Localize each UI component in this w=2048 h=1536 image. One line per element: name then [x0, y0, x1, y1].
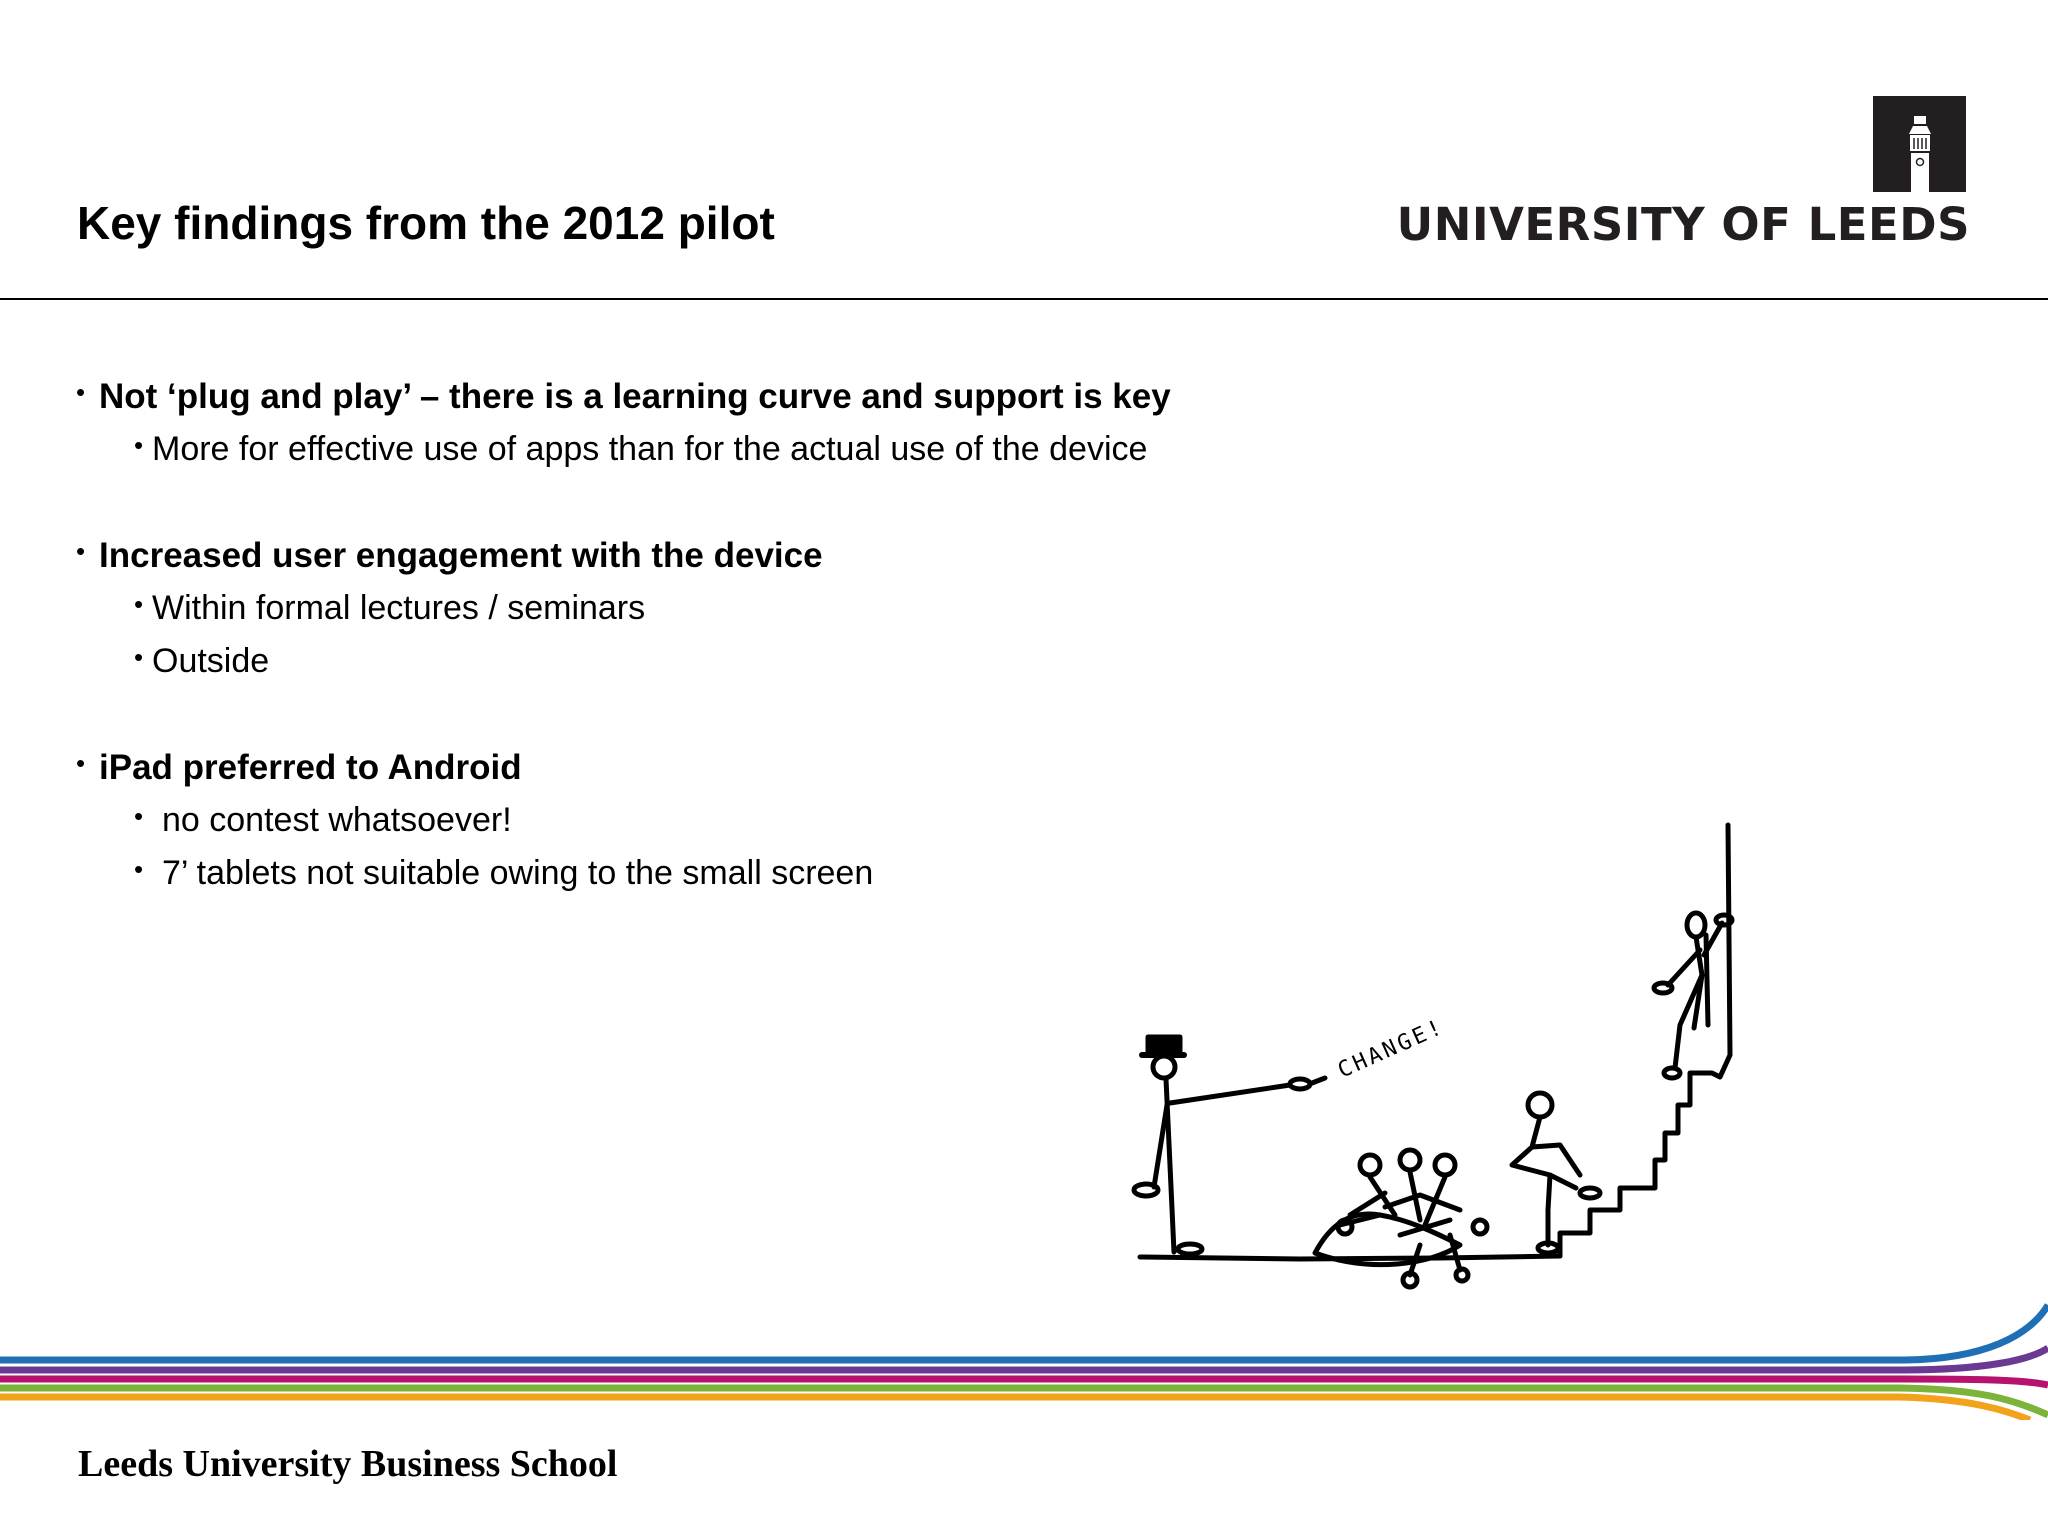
bullet-dot: • — [76, 536, 86, 566]
bullet-1-text: Not ‘plug and play’ – there is a learning curve and support is key — [99, 377, 1171, 416]
bullet-dot: • — [76, 377, 86, 407]
color-stripes — [0, 1300, 2048, 1420]
title-divider — [0, 298, 2048, 300]
bullet-1-sub-1 — [76, 423, 1316, 476]
bullet-2-text: Increased user engagement with the device — [99, 536, 823, 575]
bullet-dot: • — [134, 430, 144, 460]
bullet-1-sub-1-text: More for effective use of apps than for the actual use of the device — [152, 430, 1148, 468]
slide-title: Key findings from the 2012 pilot — [77, 197, 775, 249]
bullet-3-sub-2-text: 7’ tablets not suitable owing to the small screen — [162, 854, 874, 892]
bullet-dot: • — [134, 589, 144, 619]
bullet-2-sub-2-text: Outside — [152, 642, 270, 680]
bullet-1 — [76, 370, 1316, 423]
bullet-2-sub-1 — [76, 582, 1316, 635]
bullet-3-text: iPad preferred to Android — [99, 748, 522, 787]
bullet-dot: • — [134, 854, 144, 884]
university-logo — [1396, 96, 1970, 256]
change-speech-text: CHANGE! — [1334, 1014, 1449, 1084]
bullet-3-sub-1-text: no contest whatsoever! — [162, 801, 512, 839]
change-illustration — [1120, 815, 1780, 1305]
parkinson-tower-icon — [1873, 96, 1966, 192]
bullet-dot: • — [134, 801, 144, 831]
bullet-spacer — [76, 688, 1316, 741]
bullet-2 — [76, 529, 1316, 582]
bullet-spacer — [76, 476, 1316, 529]
footer-school-name: Leeds University Business School — [78, 1443, 618, 1485]
bullet-dot: • — [76, 748, 86, 778]
bullet-3 — [76, 741, 1316, 794]
bullet-2-sub-2 — [76, 635, 1316, 688]
bullet-2-sub-1-text: Within formal lectures / seminars — [152, 589, 646, 627]
logo-wordmark: UNIVERSITY OF LEEDS — [1396, 198, 1970, 251]
bullet-dot: • — [134, 642, 144, 672]
